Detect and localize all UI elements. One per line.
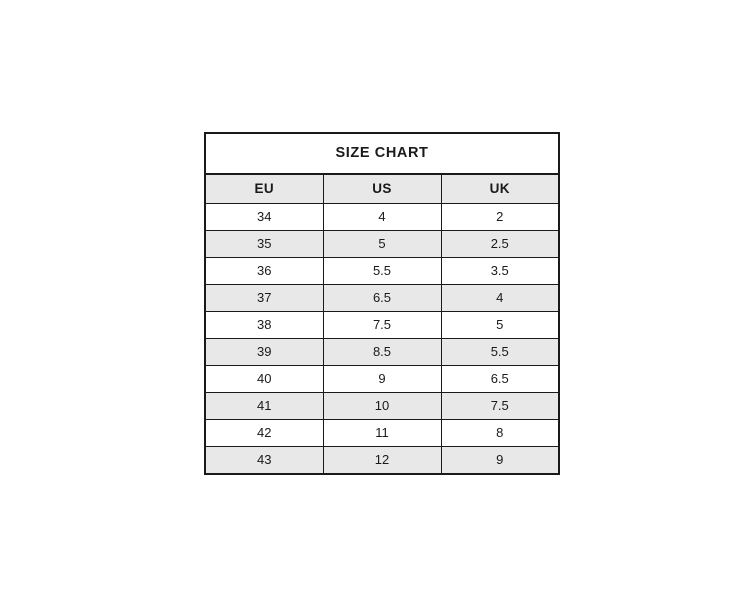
size-chart-title-row (205, 133, 559, 174)
column-header-eu: EU (205, 174, 323, 204)
column-header-row (205, 174, 559, 204)
table-row (205, 231, 559, 258)
cell-us: 5 (323, 231, 441, 258)
table-row (205, 339, 559, 366)
table-row (205, 366, 559, 393)
table-row (205, 285, 559, 312)
cell-eu: 37 (205, 285, 323, 312)
cell-us: 9 (323, 366, 441, 393)
cell-us: 4 (323, 204, 441, 231)
cell-uk: 3.5 (441, 258, 559, 285)
table-row (205, 393, 559, 420)
table-row (205, 447, 559, 475)
cell-uk: 2.5 (441, 231, 559, 258)
table-row (205, 204, 559, 231)
cell-uk: 5 (441, 312, 559, 339)
cell-uk: 4 (441, 285, 559, 312)
size-chart-container (204, 132, 560, 475)
cell-eu: 41 (205, 393, 323, 420)
cell-us: 5.5 (323, 258, 441, 285)
cell-us: 7.5 (323, 312, 441, 339)
table-row (205, 258, 559, 285)
cell-eu: 34 (205, 204, 323, 231)
cell-eu: 39 (205, 339, 323, 366)
size-chart-title: SIZE CHART (205, 133, 559, 174)
cell-uk: 5.5 (441, 339, 559, 366)
table-row (205, 420, 559, 447)
cell-uk: 7.5 (441, 393, 559, 420)
cell-us: 11 (323, 420, 441, 447)
cell-uk: 6.5 (441, 366, 559, 393)
cell-eu: 38 (205, 312, 323, 339)
cell-uk: 9 (441, 447, 559, 475)
cell-eu: 35 (205, 231, 323, 258)
cell-uk: 2 (441, 204, 559, 231)
size-chart-table (204, 132, 560, 475)
cell-us: 6.5 (323, 285, 441, 312)
cell-us: 10 (323, 393, 441, 420)
column-header-uk: UK (441, 174, 559, 204)
cell-eu: 42 (205, 420, 323, 447)
table-row (205, 312, 559, 339)
cell-eu: 40 (205, 366, 323, 393)
size-chart-body (205, 204, 559, 475)
cell-eu: 43 (205, 447, 323, 475)
cell-uk: 8 (441, 420, 559, 447)
cell-us: 12 (323, 447, 441, 475)
column-header-us: US (323, 174, 441, 204)
cell-eu: 36 (205, 258, 323, 285)
size-chart-head (205, 133, 559, 204)
cell-us: 8.5 (323, 339, 441, 366)
